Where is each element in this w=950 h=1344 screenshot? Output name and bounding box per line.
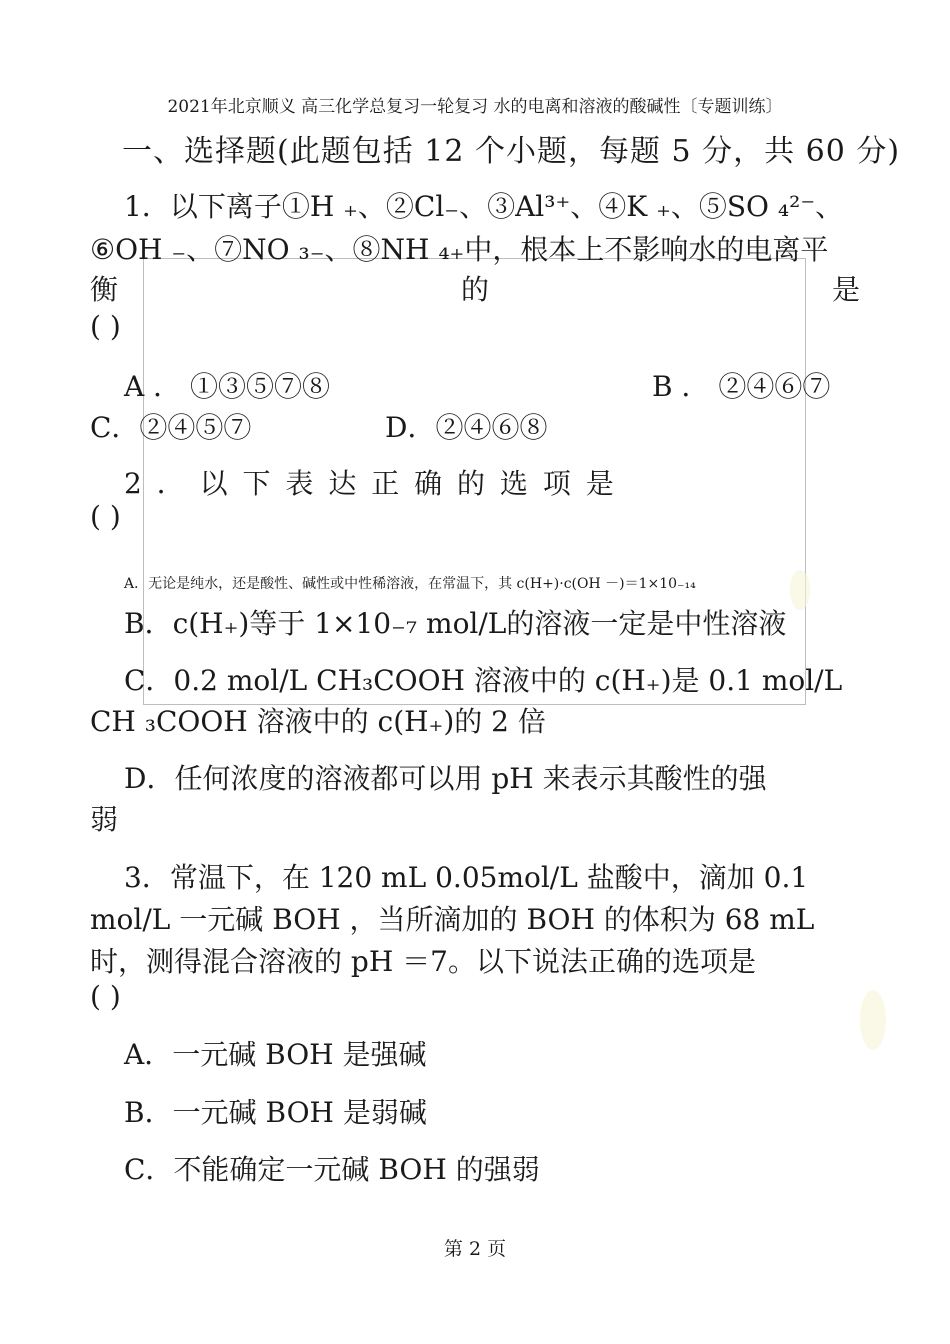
- q2-option-d-line1: D．任何浓度的溶液都可以用 pH 来表示其酸性的强: [124, 762, 767, 795]
- q1-line2: ⑥OH ₋、⑦NO ₃₋、⑧NH ₄₊中，根本上不影响水的电离平: [90, 233, 829, 266]
- q2-option-a: A．无论是纯水，还是酸性、碱性或中性稀溶液，在常温下，其 c(H+)·c(OH －)＝1×10₋₁₄: [124, 576, 696, 592]
- q1-line3-mid: 的: [460, 273, 489, 306]
- q3-option-a: A．一元碱 BOH 是强碱: [124, 1038, 427, 1071]
- q3-option-b: B．一元碱 BOH 是弱碱: [124, 1096, 427, 1129]
- q1-option-b: B ． ②④⑥⑦: [652, 370, 831, 403]
- q1-paren: ( ): [90, 310, 121, 343]
- q1-line3-left: 衡: [90, 273, 119, 306]
- q2-paren: ( ): [90, 500, 121, 533]
- q2-option-c-line2: CH ₃COOH 溶液中的 c(H₊)的 2 倍: [90, 705, 546, 738]
- q1-line1: 1．以下离子①H ₊、②Cl₋、③Al³⁺、④K ₊、⑤SO ₄²⁻、: [124, 190, 844, 223]
- scan-smudge: [860, 990, 886, 1050]
- q3-line1: 3．常温下，在 120 mL 0.05mol/L 盐酸中，滴加 0.1: [124, 861, 809, 894]
- q1-line3-right: 是: [831, 273, 860, 306]
- q3-line2: mol/L 一元碱 BOH ，当所滴加的 BOH 的体积为 68 mL: [90, 903, 815, 936]
- q1-line3: [90, 268, 860, 308]
- document-header: 2021年北京顺义 高三化学总复习一轮复习 水的电离和溶液的酸碱性〔专题训练〕: [167, 97, 783, 117]
- q3-line3: 时，测得混合溶液的 pH ＝7。以下说法正确的选项是: [90, 945, 756, 978]
- q1-option-a: A ． ①③⑤⑦⑧: [124, 370, 331, 403]
- page-number: 第 2 页: [443, 1238, 507, 1260]
- q2-line1: 2 ． 以 下 表 达 正 确 的 选 项 是: [124, 467, 614, 500]
- q1-option-d: D．②④⑥⑧: [385, 411, 548, 444]
- q3-paren: ( ): [90, 980, 121, 1013]
- q2-option-b: B．c(H₊)等于 1×10₋₇ mol/L的溶液一定是中性溶液: [124, 607, 787, 640]
- scan-smudge: [790, 570, 810, 610]
- q1-option-c: C．②④⑤⑦: [90, 411, 252, 444]
- section-title: 一、选择题(此题包括 12 个小题，每题 5 分，共 60 分): [122, 134, 901, 169]
- q3-option-c: C．不能确定一元碱 BOH 的强弱: [124, 1153, 540, 1186]
- q2-option-d-line2: 弱: [90, 803, 119, 836]
- q2-option-c-line1: C．0.2 mol/L CH₃COOH 溶液中的 c(H₊)是 0.1 mol/L: [124, 664, 843, 697]
